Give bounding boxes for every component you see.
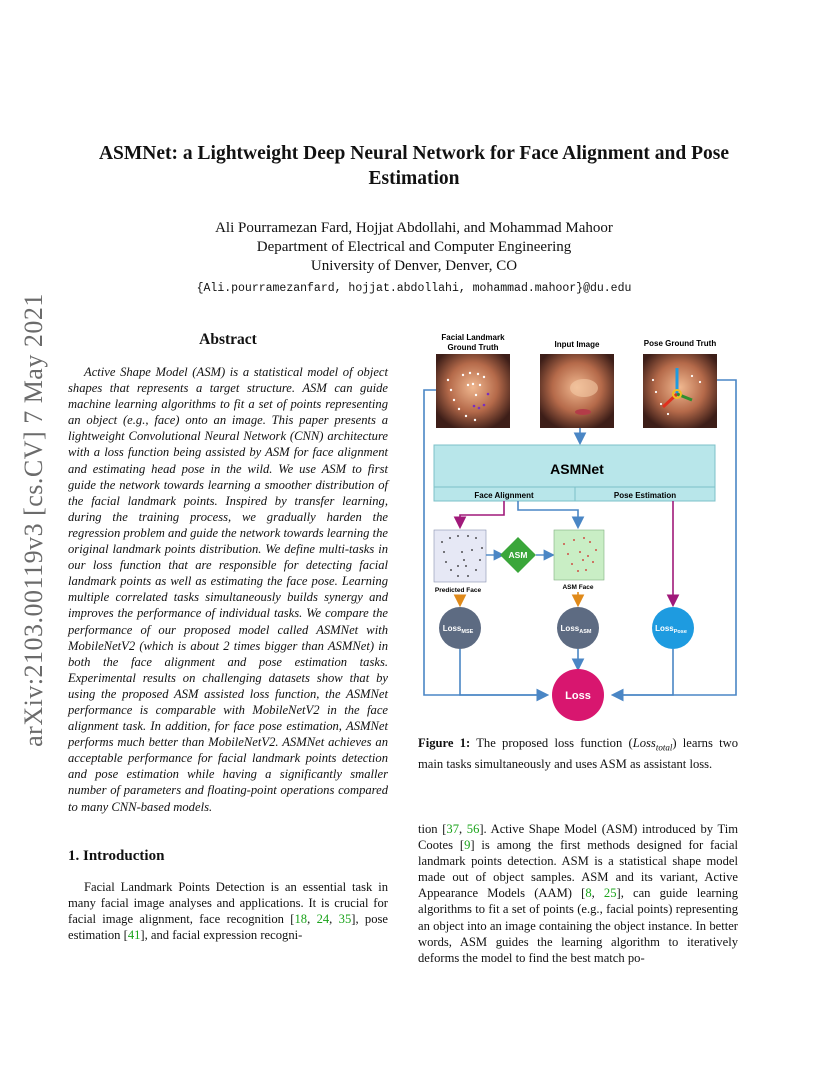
author-block (100, 219, 728, 298)
arxiv-sidebar (14, 280, 54, 760)
author-emails: {Ali.pourramezanfard, hojjat.abdollahi, mohammad.mahoor}@du.edu (196, 282, 632, 295)
total-loss-node (552, 669, 604, 721)
label-landmark-gt: Facial Landmark (441, 333, 505, 342)
figure-1-caption: Figure 1: The proposed loss function (Loss$_{total}$) learns two main tasks simultaneously and uses ASM as assistant loss. (418, 736, 738, 771)
predicted-face-plot (434, 530, 486, 582)
loss-pose-node (652, 607, 694, 649)
citation-link[interactable]: 37 (446, 822, 459, 836)
svg-text:ASM: ASM (508, 550, 528, 560)
paper-title: ASMNet: a Lightweight Deep Neural Network for Face Alignment and Pose Estimation (98, 143, 730, 189)
citation-link[interactable]: 18 (294, 911, 308, 926)
asm-face-plot (554, 530, 604, 580)
label-input-image: Input Image (554, 340, 600, 349)
right-column (418, 821, 738, 966)
citation-link[interactable]: 41 (127, 927, 141, 942)
input-image (540, 354, 614, 428)
face-alignment-label: Face Alignment (474, 491, 534, 500)
svg-text:LossASM: Loss$_{ASM}$ (560, 624, 592, 635)
citation-link[interactable]: 35 (338, 911, 352, 926)
abstract-text: Active Shape Model (ASM) is a statistical model of object shapes that represents a target structure. ASM can guide machine learning algorithms to fit a set of points representing an object (e.g., face) onto an image. This paper presents a lightweight Convolutional Neural Network (CNN) architecture with a loss function being assisted by ASM for face alignment and estimating head pose in the wild. We use ASM to first guide the network towards learning a smoother distribution of the facial landmark points. Inspired by transfer learning, during the training process, we gradually harden the regression problem and guide the network towards learning the original landmark points distribution. We define multi-tasks in our loss function that are responsible for detecting facial landmark points as well as estimating the face pose. Learning multiple correlated tasks simultaneously builds synergy and improves the performance of individual tasks. We compare the performance of our proposed model called ASMNet with MobileNetV2 (which is about 2 times bigger than ASMNet) in both the face alignment and pose estimation tasks. Experimental results on challenging datasets show that by using the proposed ASM assisted loss function, the ASMNet performance is comparable with MobileNetV2 in the face alignment task. In addition, for face pose estimation, ASMNet performs much better than MobileNetV2. ASMNet achieves an acceptable performance for facial landmark points detection and pose estimation while having a significantly smaller number of parameters and floating-point operations compared to many CNN-based models. (68, 365, 388, 814)
svg-text:LossMSE: Loss$_{MSE}$ (442, 624, 474, 635)
svg-text:Ground Truth: Ground Truth (447, 343, 499, 352)
loss-mse-node (439, 607, 481, 649)
pose-estimation-label: Pose Estimation (613, 491, 677, 500)
abstract-heading: Abstract (199, 331, 257, 348)
label-pose-gt: Pose Ground Truth (643, 339, 717, 348)
asmnet-label: ASMNet (550, 461, 604, 477)
author-names: Ali Pourramezan Fard, Hojjat Abdollahi, and Mohammad Mahoor (215, 220, 613, 236)
intro-heading: 1. Introduction (68, 847, 165, 864)
citation-link[interactable]: 24 (316, 911, 330, 926)
left-column (68, 331, 388, 943)
landmark-gt-image (436, 354, 510, 428)
loss-asm-node (557, 607, 599, 649)
university: University of Denver, Denver, CO (310, 258, 518, 274)
svg-text:LossPose: Loss$_{Pose}$ (655, 624, 687, 635)
asm-diamond (500, 537, 536, 573)
citation-link[interactable]: 25 (603, 886, 617, 901)
citation-link[interactable]: 9 (464, 838, 471, 853)
department: Department of Electrical and Computer Engineering (256, 239, 572, 255)
svg-text:Loss: Loss (565, 690, 591, 702)
figure-1-diagram (418, 330, 740, 730)
citation-link[interactable]: 8 (585, 886, 592, 901)
right-paragraph: tion [37, 56]. Active Shape Model (ASM) introduced by Tim Cootes [9] is among the first methods designed for facial landmark points detection. ASM is a statistical shape model made out of object samples. ASM and its variant, Active Appearance Models (AAM) [8, 25], can guide learning algorithms to fit a set of points (e.g., facial points) representing an object into an image containing the object instance. In better words, ASM guides the learning algorithm to iteratively deforms the model to find the best match po- (418, 822, 738, 965)
intro-paragraph: Facial Landmark Points Detection is an essential task in many facial image analyses and applications. It is crucial for facial image alignment, face recognition [18, 24, 35], pose estimation [41], and facial expression recogni- (68, 879, 389, 942)
citation-link[interactable]: 56 (466, 822, 480, 836)
predicted-face-label: Predicted Face (434, 587, 482, 594)
asm-face-label: ASM Face (562, 584, 594, 591)
arxiv-identifier: arXiv:2103.00119v3 [cs.CV] 7 May 2021 (19, 293, 48, 747)
asmnet-block (434, 445, 715, 501)
pose-gt-image (643, 354, 717, 428)
